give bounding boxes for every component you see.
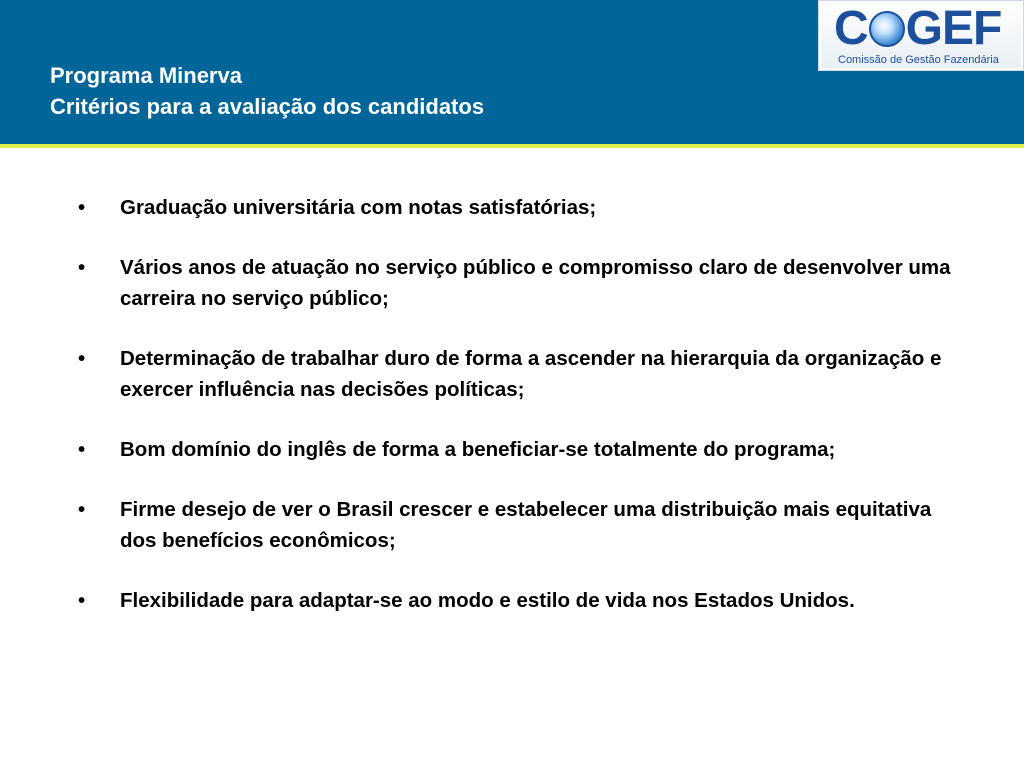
logo-letters-gef: GEF (905, 2, 1002, 55)
list-item-text: Firme desejo de ver o Brasil crescer e estabelecer uma distribuição mais equitativa dos benefícios econômicos; (120, 498, 932, 552)
list-item-text: Flexibilidade para adaptar-se ao modo e estilo de vida nos Estados Unidos. (120, 589, 855, 612)
list-item (76, 585, 956, 616)
bullet-icon: • (78, 196, 86, 219)
list-item-text: Vários anos de atuação no serviço público e compromisso claro de desenvolver uma carreira no serviço público; (120, 256, 951, 310)
list-item (76, 494, 956, 556)
logo-panel (822, 4, 1021, 68)
bullet-icon: • (78, 498, 86, 521)
logo-subtitle: Comissão de Gestão Fazendária (838, 54, 999, 66)
header-rule (0, 144, 1024, 148)
list-item-text: Bom domínio do inglês de forma a beneficiar-se totalmente do programa; (120, 438, 836, 461)
list-item-text: Determinação de trabalhar duro de forma a ascender na hierarquia da organização e exercer influência nas decisões políticas; (120, 347, 942, 401)
list-item (76, 343, 956, 405)
list-item-text: Graduação universitária com notas satisfatórias; (120, 196, 597, 219)
bullet-icon: • (78, 256, 86, 279)
logo-wordmark (834, 4, 1001, 54)
list-item (76, 192, 956, 223)
bullet-icon: • (78, 438, 86, 461)
bullet-icon: • (78, 589, 86, 612)
slide-title (50, 60, 484, 122)
bullet-icon: • (78, 347, 86, 370)
logo-letter-c: C (834, 2, 868, 55)
list-item (76, 434, 956, 465)
title-line-1: Programa Minerva (50, 63, 242, 88)
title-line-2: Critérios para a avaliação dos candidatos (50, 94, 485, 119)
criteria-list (76, 192, 956, 645)
cogef-logo (818, 0, 1024, 71)
globe-icon (869, 11, 905, 47)
list-item (76, 252, 956, 314)
